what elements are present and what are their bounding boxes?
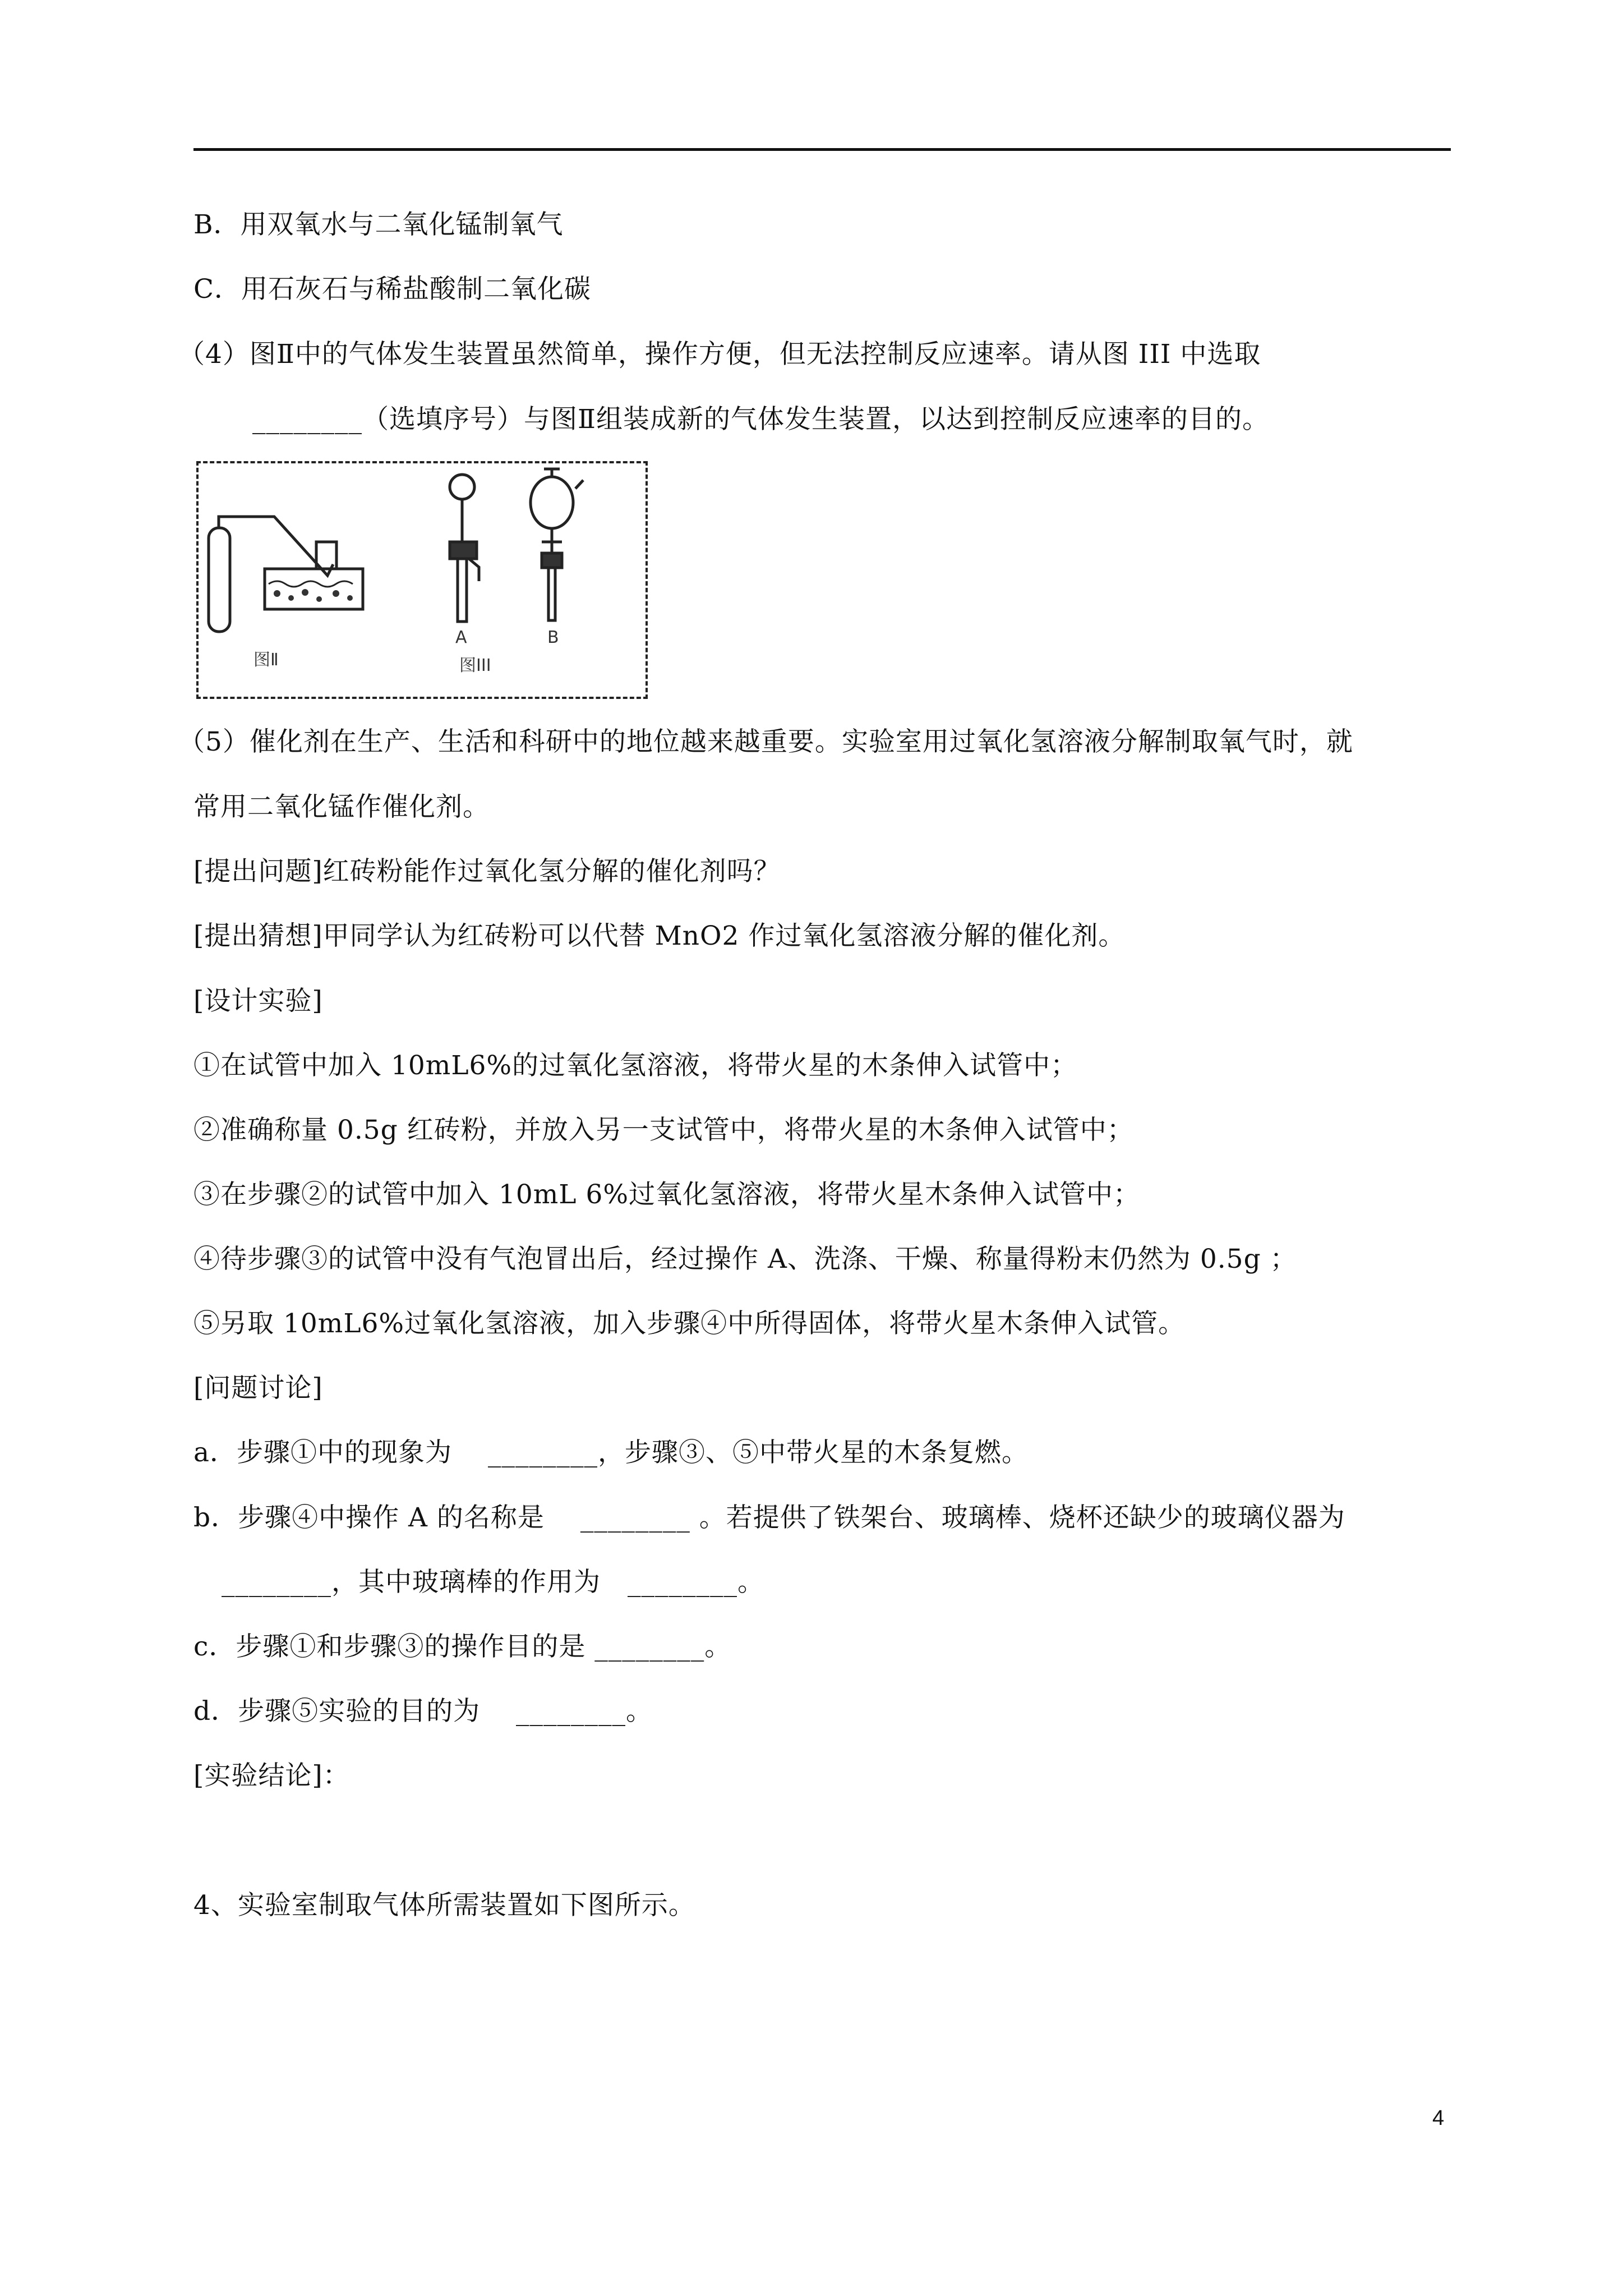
question-4-heading: 4、实验室制取气体所需装置如下图所示。 xyxy=(193,1890,695,1921)
header-rule xyxy=(193,148,1451,151)
conclusion-heading: [实验结论]： xyxy=(193,1760,350,1791)
fig2-label: 图Ⅱ xyxy=(253,650,279,670)
discussion-d: d．步骤⑤实验的目的为 ________。 xyxy=(193,1696,653,1727)
raise-question: [提出问题]红砖粉能作过氧化氢分解的催化剂吗？ xyxy=(193,856,781,887)
step-1: ①在试管中加入 10mL6%的过氧化氢溶液，将带火星的木条伸入试管中； xyxy=(193,1050,1078,1081)
fig3-label-a: A xyxy=(455,628,467,647)
fig3-apparatus-a xyxy=(450,475,479,622)
step-3: ③在步骤②的试管中加入 10mL 6%过氧化氢溶液，将带火星木条伸入试管中； xyxy=(193,1179,1141,1210)
hypothesis: [提出猜想]甲同学认为红砖粉可以代替 MnO2 作过氧化氢溶液分解的催化剂。 xyxy=(193,921,1126,951)
option-b: B．用双氧水与二氧化锰制氧气 xyxy=(193,209,564,240)
apparatus-figure xyxy=(196,461,648,699)
step-4: ④待步骤③的试管中没有气泡冒出后，经过操作 A、洗涤、干燥、称量得粉末仍然为 0.5g ； xyxy=(193,1244,1297,1274)
fig2-apparatus xyxy=(209,517,363,632)
discussion-c: c．步骤①和步骤③的操作目的是 ________。 xyxy=(193,1631,732,1662)
question-4-line-1: （4）图Ⅱ中的气体发生装置虽然简单，操作方便，但无法控制反应速率。请从图 III 中选取 xyxy=(178,339,1261,370)
fig3-label: 图III xyxy=(459,656,491,675)
fig3-label-b: B xyxy=(547,628,559,647)
question-5-line-1: （5）催化剂在生产、生活和科研中的地位越来越重要。实验室用过氧化氢溶液分解制取氧气时，就 xyxy=(178,726,1353,757)
step-5: ⑤另取 10mL6%过氧化氢溶液，加入步骤④中所得固体，将带火星木条伸入试管。 xyxy=(193,1308,1186,1339)
discussion-a: a．步骤①中的现象为 ________，步骤③、⑤中带火星的木条复燃。 xyxy=(193,1437,1029,1468)
question-5-line-2: 常用二氧化锰作催化剂。 xyxy=(193,792,490,822)
page-number: 4 xyxy=(1432,2106,1445,2130)
question-4-line-2: ________（选填序号）与图Ⅱ组装成新的气体发生装置，以达到控制反应速率的目的。 xyxy=(252,404,1269,435)
step-2: ②准确称量 0.5g 红砖粉，并放入另一支试管中，将带火星的木条伸入试管中； xyxy=(193,1115,1134,1145)
option-c: C．用石灰石与稀盐酸制二氧化碳 xyxy=(193,274,591,305)
design-heading: [设计实验] xyxy=(193,986,323,1016)
apparatus-drawing xyxy=(199,463,645,697)
discussion-b-line-1: b．步骤④中操作 A 的名称是 ________ 。若提供了铁架台、玻璃棒、烧杯还缺少的玻璃仪器为 xyxy=(193,1502,1345,1533)
discussion-b-line-2: ________，其中玻璃棒的作用为 ________。 xyxy=(222,1567,764,1598)
discussion-heading: [问题讨论] xyxy=(193,1373,323,1404)
fig3-apparatus-b xyxy=(531,469,583,620)
